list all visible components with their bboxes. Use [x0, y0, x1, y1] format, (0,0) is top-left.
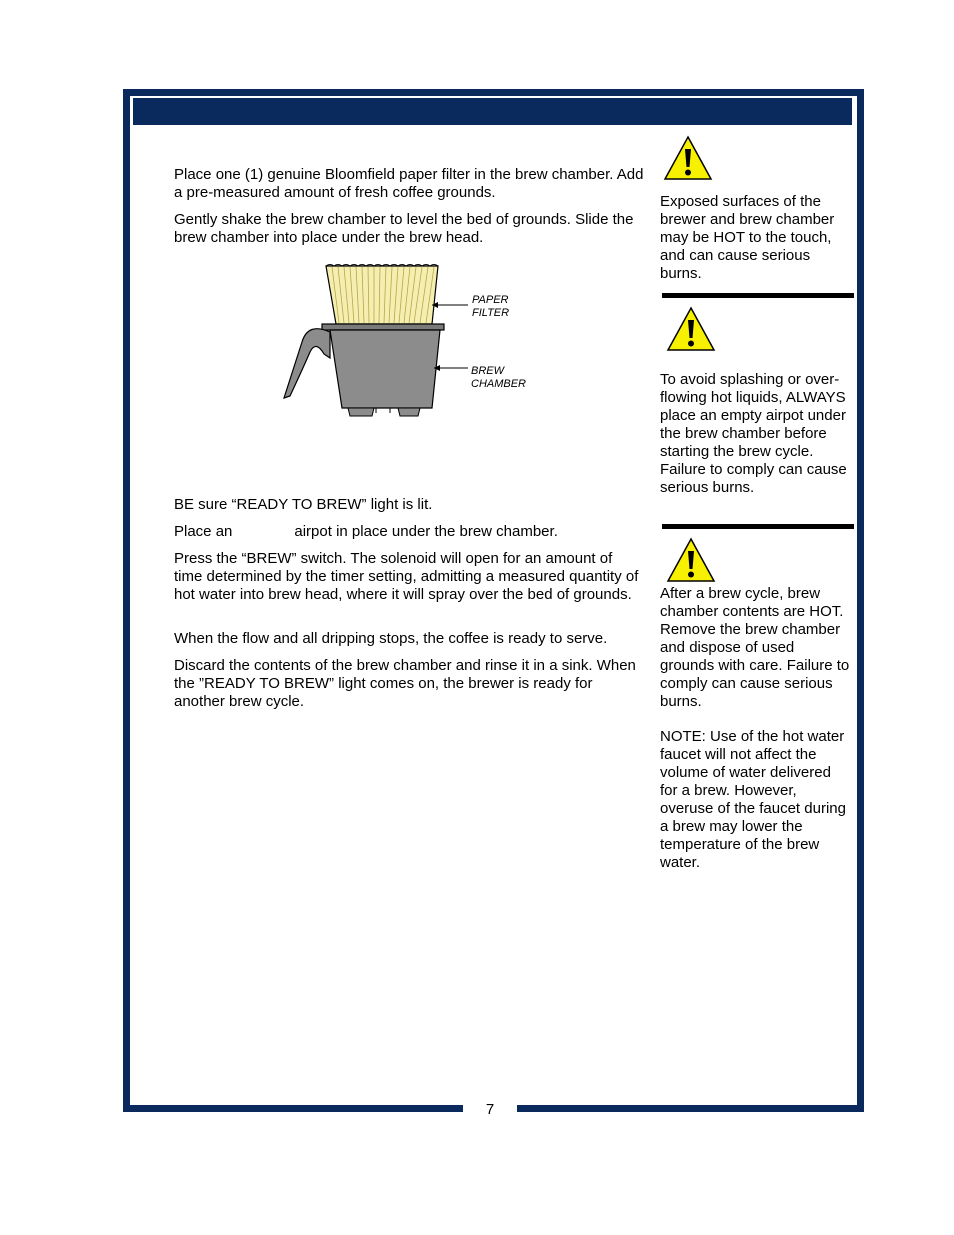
brew-chamber-drawing [284, 324, 444, 416]
step-paragraph: Press the “BREW” switch. The solenoid will open for an amount of time determined by the timer setting, admitting a measured quantity of hot water into brew head, where it will spray over the bed of grounds. [174, 550, 639, 603]
step-paragraph: When the flow and all dripping stops, the coffee is ready to serve. [174, 630, 608, 647]
paper-filter-drawing [326, 265, 438, 325]
place-an-text: Place an [174, 523, 233, 540]
step-paragraph: Discard the contents of the brew chamber and rinse it in a sink. When the ”READY TO BREW” light comes on, the brewer is ready for another brew cycle. [174, 657, 636, 710]
brew-chamber-label: BREW CHAMBER [471, 365, 527, 390]
paper-filter-label: PAPER FILTER [472, 294, 510, 319]
step-paragraph-place-airpot [174, 523, 644, 541]
warning-icon [663, 135, 713, 181]
step-paragraph: Gently shake the brew chamber to level the bed of grounds. Slide the brew chamber into place under the brew head. [174, 211, 634, 246]
warning-text-hot-surfaces: Exposed surfaces of the brewer and brew chamber may be HOT to the touch, and can cause serious burns. [660, 193, 835, 282]
warning-text-splashing: To avoid splashing or over-flowing hot liquids, ALWAYS place an empty airpot under the brew chamber before starting the brew cycle. Failure to comply can cause serious burns. [660, 371, 847, 496]
sidebar-divider [662, 524, 854, 529]
warning-text-contents-hot: After a brew cycle, brew chamber contents are HOT. Remove the brew chamber and dispose of used grounds with care. Failure to comply can cause serious burns. [660, 585, 850, 710]
footer-bar-left [123, 1105, 463, 1112]
warning-icon [666, 537, 716, 583]
warning-icon [666, 306, 716, 352]
brew-chamber-illustration [280, 262, 550, 422]
footer-bar-right [517, 1105, 864, 1112]
header-bar [133, 98, 852, 125]
step-paragraph: BE sure “READY TO BREW” light is lit. [174, 496, 433, 513]
page-number: 7 [485, 1101, 495, 1118]
step-paragraph: Place one (1) genuine Bloomfield paper filter in the brew chamber. Add a pre-measured amount of fresh coffee grounds. [174, 166, 644, 201]
sidebar-note: NOTE: Use of the hot water faucet will not affect the volume of water delivered for a brew. However, overuse of the faucet during a brew may lower the temperature of the brew water. [660, 728, 846, 871]
airpot-text: airpot in place under the brew chamber. [294, 523, 558, 540]
sidebar-divider [662, 293, 854, 298]
